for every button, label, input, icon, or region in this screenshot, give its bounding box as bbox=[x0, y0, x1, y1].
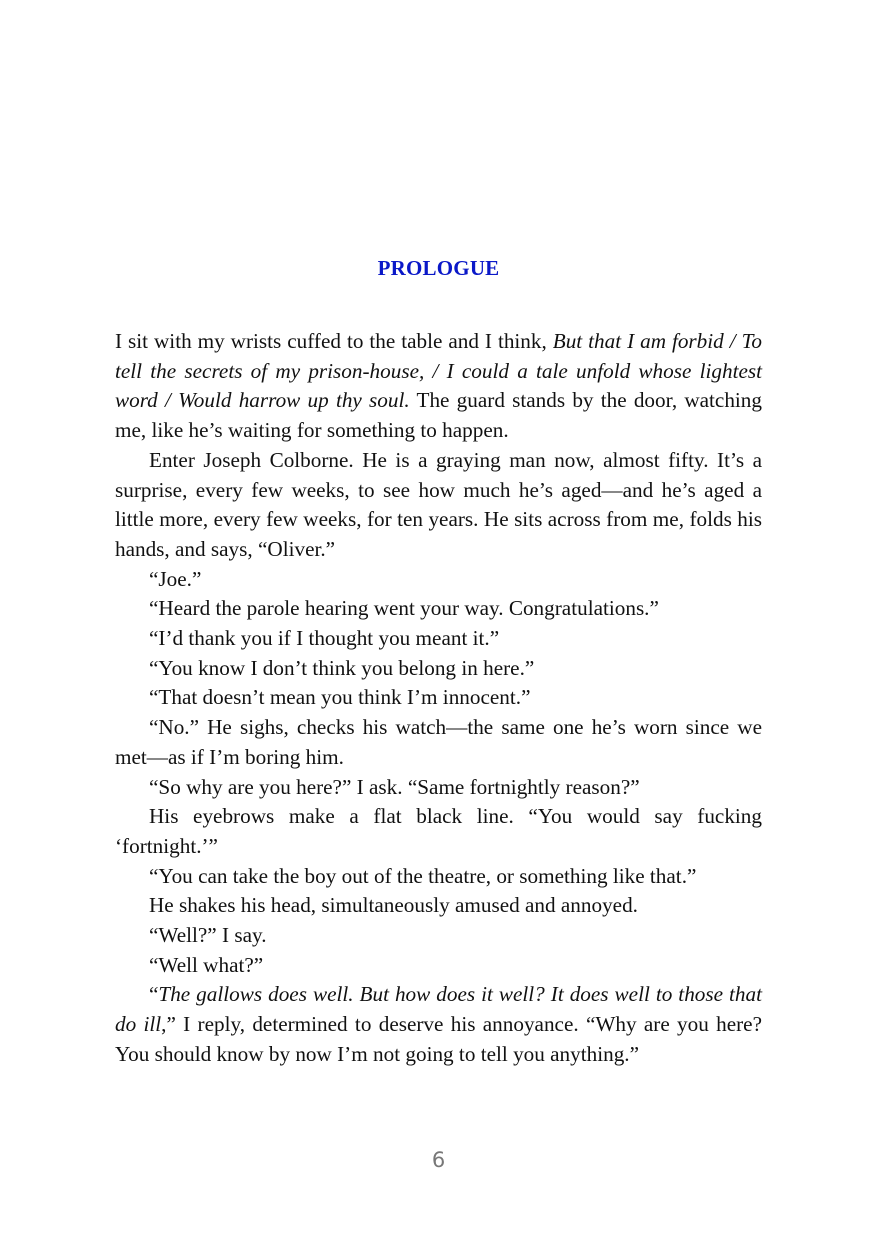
text-run: “No.” He sighs, checks his watch—the same one he’s worn since we met—as if I’m boring him. bbox=[115, 715, 762, 769]
paragraph bbox=[115, 446, 762, 565]
text-run: “Joe.” bbox=[149, 566, 202, 591]
text-run: Enter Joseph Colborne. He is a graying man now, almost fifty. It’s a surprise, every few weeks, to see how much he’s aged—and he’s aged a little more, every few weeks, for ten years. He sits across from me, folds his hands, and says, “Oliver.” bbox=[115, 447, 762, 561]
text-run: His eyebrows make a flat black line. “You would say fucking ‘fortnight.’” bbox=[115, 804, 762, 858]
body-text bbox=[115, 327, 762, 1070]
text-run: I sit with my wrists cuffed to the table and I think, bbox=[115, 329, 553, 353]
text-run: “Heard the parole hearing went your way. Congratulations.” bbox=[149, 596, 659, 621]
text-run: “I’d thank you if I thought you meant it.” bbox=[149, 626, 500, 651]
text-run: He shakes his head, simultaneously amused and annoyed. bbox=[149, 893, 638, 918]
italic-text: But that I am forbid / To tell the secrets of my prison-house, / I could a tale unfold whose lightest word / Would harrow up thy soul. bbox=[115, 329, 762, 413]
paragraph bbox=[115, 921, 762, 951]
text-run: “That doesn’t mean you think I’m innocent.” bbox=[149, 685, 531, 710]
text-run: The guard stands by the door, watching me, like he’s waiting for something to happen. bbox=[115, 388, 762, 443]
paragraph bbox=[115, 327, 762, 446]
paragraph bbox=[115, 683, 762, 713]
paragraph bbox=[115, 713, 762, 772]
text-run: “ bbox=[149, 982, 159, 1007]
text-run: “So why are you here?” I ask. “Same fortnightly reason?” bbox=[149, 774, 640, 799]
paragraph bbox=[115, 891, 762, 921]
paragraph bbox=[115, 654, 762, 684]
paragraph bbox=[115, 594, 762, 624]
paragraph bbox=[115, 624, 762, 654]
paragraph bbox=[115, 802, 762, 861]
page-number: 6 bbox=[431, 1148, 446, 1172]
paragraph bbox=[115, 951, 762, 981]
paragraph bbox=[115, 862, 762, 892]
text-run: ,” I reply, determined to deserve his annoyance. “Why are you here? You should know by now I’m not going to tell you anything.” bbox=[115, 1012, 762, 1066]
chapter-title: PROLOGUE bbox=[377, 256, 500, 280]
italic-text: The gallows does well. But how does it well? It does well to those that do ill bbox=[115, 982, 762, 1037]
text-run: “Well?” I say. bbox=[149, 923, 267, 948]
text-run: “You can take the boy out of the theatre, or something like that.” bbox=[149, 863, 697, 888]
paragraph bbox=[115, 565, 762, 595]
text-run: “Well what?” bbox=[149, 952, 264, 977]
paragraph bbox=[115, 773, 762, 803]
paragraph bbox=[115, 980, 762, 1069]
text-run: “You know I don’t think you belong in here.” bbox=[149, 655, 535, 680]
